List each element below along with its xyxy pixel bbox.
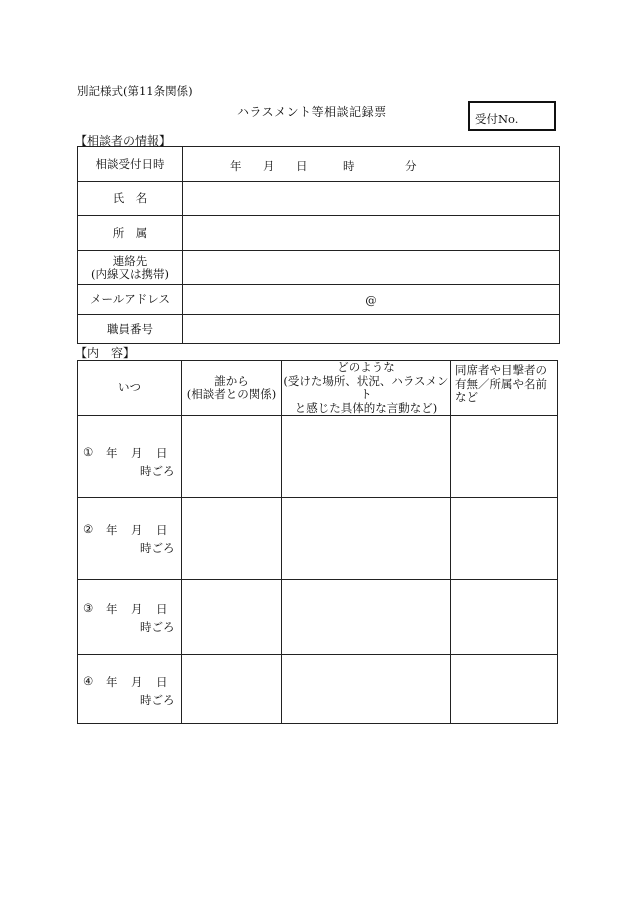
how-header-line2: (受けた場所、状況、ハラスメント [283,373,449,401]
consultant-info-table [77,146,560,344]
how-cell[interactable] [282,416,451,498]
year-unit: 年 [230,159,242,173]
table-row [78,498,558,580]
affiliation-field[interactable] [183,216,560,251]
time-suffix: 時ごろ [140,541,175,555]
witness-header-line3: など [455,390,478,404]
witness-cell[interactable] [451,655,558,724]
email-field[interactable] [183,285,560,315]
when-header: いつ [78,361,182,416]
year-unit: 年 [106,675,118,689]
witness-cell[interactable] [451,580,558,655]
day-unit: 日 [156,675,168,689]
table-header-row [78,361,558,416]
witness-header [451,361,558,416]
day-unit: 日 [156,446,168,460]
receipt-number-label: 受付No. [475,112,519,126]
table-row [78,580,558,655]
table-row [78,416,558,498]
time-suffix: 時ごろ [140,464,175,478]
table-row [78,315,560,344]
who-header [182,361,282,416]
time-suffix: 時ごろ [140,620,175,634]
how-header [282,361,451,416]
affiliation-label: 所 属 [78,216,183,251]
witness-header-line2: 有無／所属や名前 [455,376,547,391]
table-row [78,147,560,182]
how-cell[interactable] [282,498,451,580]
who-header-line1: 誰から [214,373,249,388]
table-row [78,216,560,251]
content-table [77,360,558,724]
who-cell[interactable] [182,416,282,498]
receipt-number-box[interactable] [468,101,556,131]
day-unit: 日 [156,523,168,537]
when-cell[interactable] [78,498,182,580]
reception-datetime-label: 相談受付日時 [78,147,183,182]
year-unit: 年 [106,523,118,537]
employee-number-field[interactable] [183,315,560,344]
time-suffix: 時ごろ [140,693,175,707]
contact-label-line2: (内線又は携帯) [91,266,169,281]
consultant-info-heading: 【相談者の情報】 [75,134,172,148]
when-cell[interactable] [78,416,182,498]
minute-unit: 分 [405,159,417,173]
month-unit: 月 [131,675,143,689]
witness-cell[interactable] [451,416,558,498]
document-title: ハラスメント等相談記録票 [237,105,387,119]
year-unit: 年 [106,446,118,460]
contact-field[interactable] [183,251,560,285]
contact-label [78,251,183,285]
table-row [78,655,558,724]
year-unit: 年 [106,602,118,616]
how-header-line1: どのような [337,360,395,374]
content-heading: 【内 容】 [75,346,136,360]
month-unit: 月 [131,602,143,616]
reception-datetime-field[interactable] [183,147,560,182]
who-header-line2: (相談者との関係) [186,387,277,401]
when-cell[interactable] [78,655,182,724]
hour-unit: 時 [343,159,355,173]
table-row [78,182,560,216]
who-cell[interactable] [182,655,282,724]
day-unit: 日 [156,602,168,616]
who-cell[interactable] [182,580,282,655]
day-unit: 日 [296,159,308,173]
witness-cell[interactable] [451,498,558,580]
table-row [78,251,560,285]
entry-number: ④ [83,674,94,688]
how-cell[interactable] [282,580,451,655]
month-unit: 月 [263,159,275,173]
month-unit: 月 [131,523,143,537]
name-label: 氏 名 [78,182,183,216]
table-row [78,285,560,315]
email-at-sign: @ [365,292,377,307]
how-cell[interactable] [282,655,451,724]
contact-label-line1: 連絡先 [112,253,148,268]
how-header-line3: と感じた具体的な言動など) [294,400,438,415]
entry-number: ③ [83,601,94,615]
entry-number: ① [83,445,94,459]
entry-number: ② [83,522,94,536]
when-cell[interactable] [78,580,182,655]
who-cell[interactable] [182,498,282,580]
month-unit: 月 [131,446,143,460]
name-field[interactable] [183,182,560,216]
form-reference: 別記様式(第11条関係) [77,84,193,98]
witness-header-line1: 同席者や目撃者の [455,363,547,377]
employee-number-label: 職員番号 [78,315,183,344]
email-label: メールアドレス [78,285,183,315]
